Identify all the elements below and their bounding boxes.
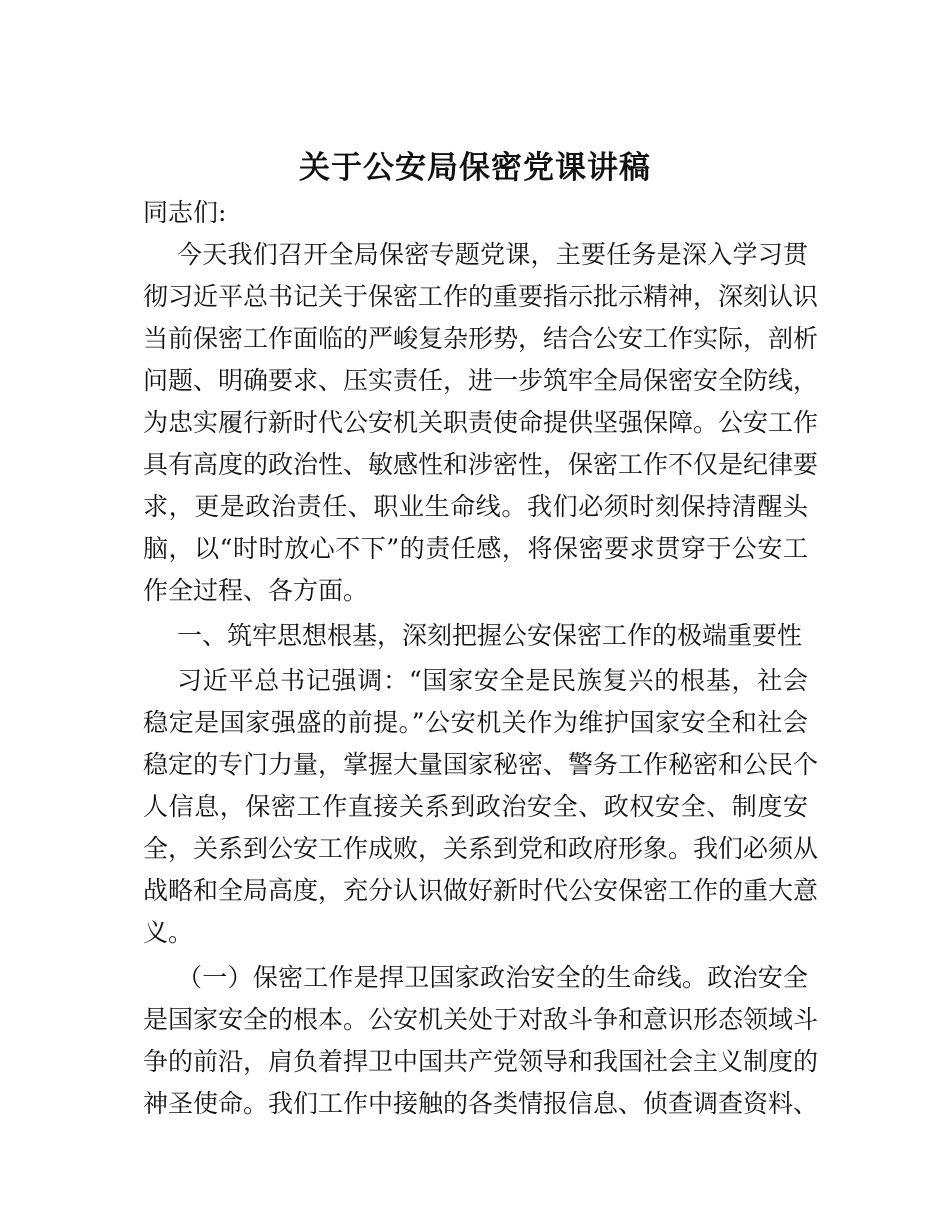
text-line: 今天我们召开全局保密专题党课，主要任务是深入学习贯	[177, 240, 808, 269]
text-line: 求，更是政治责任、职业生命线。我们必须时刻保持清醒头	[143, 492, 808, 521]
text-line: 作全过程、各方面。	[143, 576, 369, 605]
text-line: 神圣使命。我们工作中接触的各类情报信息、侦查调查资料、	[143, 1089, 819, 1118]
document-title: 关于公安局保密党课讲稿	[299, 150, 651, 186]
paragraph	[143, 957, 819, 1125]
text-line: 人信息，保密工作直接关系到政治安全、政权安全、制度安	[143, 792, 808, 821]
salutation: 同志们:	[143, 198, 227, 227]
text-line: 争的前沿，肩负着捍卫中国共产党领导和我国社会主义制度的	[143, 1047, 819, 1076]
text-line: 当前保密工作面临的严峻复杂形势，结合公安工作实际，剖析	[143, 324, 819, 353]
paragraph	[143, 660, 819, 954]
text-line: 问题、明确要求、压实责任，进一步筑牢全局保密安全防线，	[143, 366, 819, 395]
text-line: 稳定是国家强盛的前提。”公安机关作为维护国家安全和社会	[143, 708, 808, 737]
text-line: 是国家安全的根本。公安机关处于对敌斗争和意识形态领域斗	[143, 1005, 819, 1034]
text-line: 全，关系到公安工作成败，关系到党和政府形象。我们必须从	[143, 834, 819, 863]
text-line: 战略和全局高度，充分认识做好新时代公安保密工作的重大意	[143, 876, 819, 905]
document-body	[143, 234, 819, 1128]
text-line: 彻习近平总书记关于保密工作的重要指示批示精神，深刻认识	[143, 282, 819, 311]
text-line: 为忠实履行新时代公安机关职责使命提供坚强保障。公安工作	[143, 408, 819, 437]
paragraph	[143, 615, 808, 657]
text-line: （一）保密工作是捍卫国家政治安全的生命线。政治安全	[177, 963, 808, 992]
text-line: 具有高度的政治性、敏感性和涉密性，保密工作不仅是纪律要	[143, 450, 819, 479]
text-line: 一、筑牢思想根基，深刻把握公安保密工作的极端重要性	[177, 621, 803, 650]
text-line: 习近平总书记强调：“国家安全是民族复兴的根基，社会	[177, 666, 808, 695]
text-line: 脑，以“时时放心不下”的责任感，将保密要求贯穿于公安工	[143, 534, 808, 563]
paragraph	[143, 234, 819, 612]
text-line: 稳定的专门力量，掌握大量国家秘密、警务工作秘密和公民个	[143, 750, 819, 779]
text-line: 义。	[143, 918, 194, 947]
